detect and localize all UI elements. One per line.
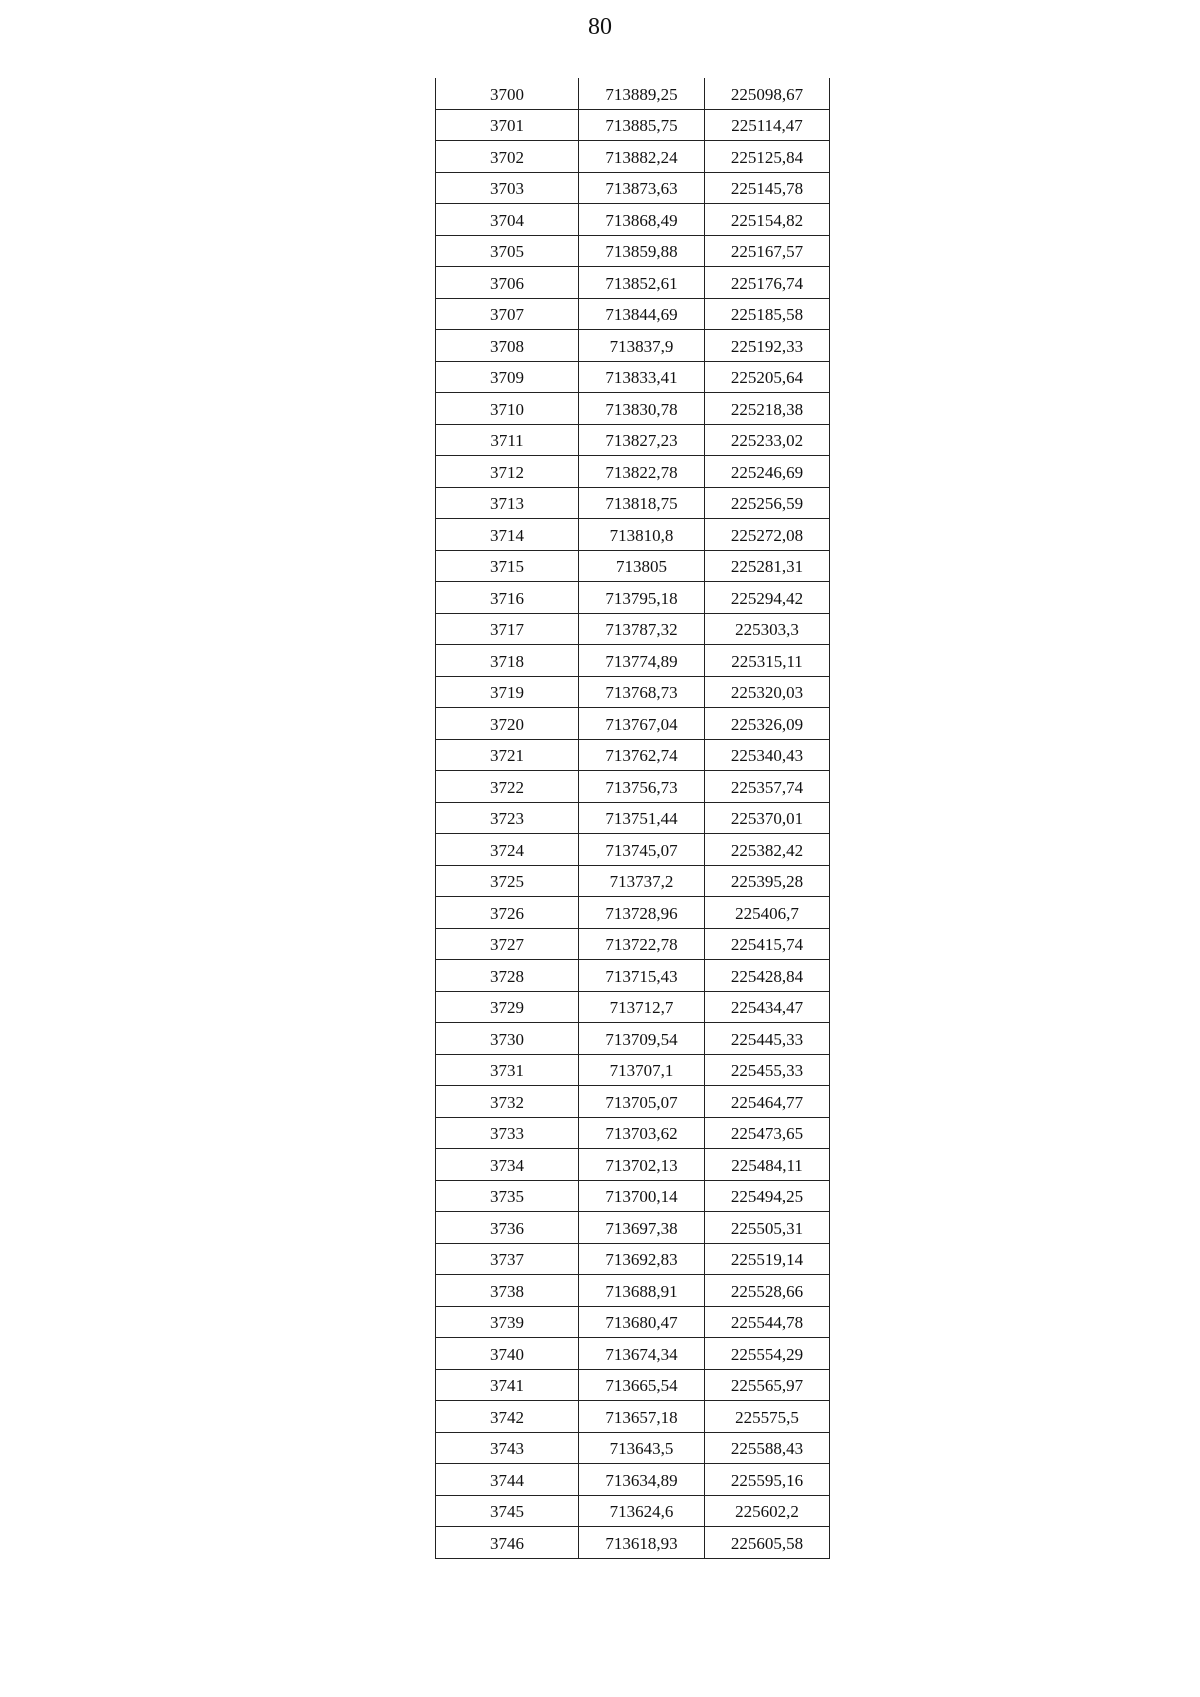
y-coordinate-cell: 225154,82 (705, 204, 830, 236)
y-coordinate-cell: 225218,38 (705, 393, 830, 425)
x-coordinate-cell: 713688,91 (579, 1275, 705, 1307)
table-row (436, 519, 830, 551)
x-coordinate-cell: 713700,14 (579, 1180, 705, 1212)
point-number-cell: 3701 (436, 109, 579, 141)
y-coordinate-cell: 225114,47 (705, 109, 830, 141)
page-number: 80 (588, 14, 612, 40)
y-coordinate-cell: 225145,78 (705, 172, 830, 204)
y-coordinate-cell: 225602,2 (705, 1495, 830, 1527)
point-number-cell: 3700 (436, 78, 579, 109)
point-number-cell: 3725 (436, 865, 579, 897)
point-number-cell: 3708 (436, 330, 579, 362)
table-row (436, 267, 830, 299)
x-coordinate-cell: 713709,54 (579, 1023, 705, 1055)
y-coordinate-cell: 225256,59 (705, 487, 830, 519)
point-number-cell: 3746 (436, 1527, 579, 1559)
x-coordinate-cell: 713852,61 (579, 267, 705, 299)
x-coordinate-cell: 713702,13 (579, 1149, 705, 1181)
point-number-cell: 3704 (436, 204, 579, 236)
point-number-cell: 3724 (436, 834, 579, 866)
coordinates-table (435, 78, 830, 1559)
y-coordinate-cell: 225455,33 (705, 1054, 830, 1086)
point-number-cell: 3718 (436, 645, 579, 677)
point-number-cell: 3735 (436, 1180, 579, 1212)
coordinates-table-body (436, 78, 830, 1558)
x-coordinate-cell: 713810,8 (579, 519, 705, 551)
table-row (436, 1023, 830, 1055)
y-coordinate-cell: 225473,65 (705, 1117, 830, 1149)
point-number-cell: 3707 (436, 298, 579, 330)
point-number-cell: 3729 (436, 991, 579, 1023)
y-coordinate-cell: 225167,57 (705, 235, 830, 267)
y-coordinate-cell: 225565,97 (705, 1369, 830, 1401)
point-number-cell: 3709 (436, 361, 579, 393)
y-coordinate-cell: 225554,29 (705, 1338, 830, 1370)
x-coordinate-cell: 713737,2 (579, 865, 705, 897)
table-row (436, 613, 830, 645)
y-coordinate-cell: 225415,74 (705, 928, 830, 960)
table-row (436, 771, 830, 803)
x-coordinate-cell: 713657,18 (579, 1401, 705, 1433)
table-row (436, 1306, 830, 1338)
y-coordinate-cell: 225272,08 (705, 519, 830, 551)
y-coordinate-cell: 225370,01 (705, 802, 830, 834)
table-row (436, 739, 830, 771)
table-row (436, 1401, 830, 1433)
y-coordinate-cell: 225192,33 (705, 330, 830, 362)
table-row (436, 960, 830, 992)
x-coordinate-cell: 713818,75 (579, 487, 705, 519)
x-coordinate-cell: 713705,07 (579, 1086, 705, 1118)
point-number-cell: 3722 (436, 771, 579, 803)
y-coordinate-cell: 225246,69 (705, 456, 830, 488)
y-coordinate-cell: 225303,3 (705, 613, 830, 645)
y-coordinate-cell: 225320,03 (705, 676, 830, 708)
point-number-cell: 3711 (436, 424, 579, 456)
point-number-cell: 3715 (436, 550, 579, 582)
x-coordinate-cell: 713665,54 (579, 1369, 705, 1401)
x-coordinate-cell: 713751,44 (579, 802, 705, 834)
point-number-cell: 3723 (436, 802, 579, 834)
point-number-cell: 3721 (436, 739, 579, 771)
y-coordinate-cell: 225406,7 (705, 897, 830, 929)
table-row (436, 1464, 830, 1496)
x-coordinate-cell: 713822,78 (579, 456, 705, 488)
table-row (436, 1495, 830, 1527)
point-number-cell: 3706 (436, 267, 579, 299)
y-coordinate-cell: 225464,77 (705, 1086, 830, 1118)
x-coordinate-cell: 713859,88 (579, 235, 705, 267)
y-coordinate-cell: 225294,42 (705, 582, 830, 614)
table-row (436, 204, 830, 236)
table-row (436, 1338, 830, 1370)
table-row (436, 1180, 830, 1212)
table-row (436, 865, 830, 897)
x-coordinate-cell: 713767,04 (579, 708, 705, 740)
x-coordinate-cell: 713827,23 (579, 424, 705, 456)
y-coordinate-cell: 225233,02 (705, 424, 830, 456)
x-coordinate-cell: 713868,49 (579, 204, 705, 236)
point-number-cell: 3739 (436, 1306, 579, 1338)
point-number-cell: 3716 (436, 582, 579, 614)
x-coordinate-cell: 713885,75 (579, 109, 705, 141)
point-number-cell: 3719 (436, 676, 579, 708)
y-coordinate-cell: 225205,64 (705, 361, 830, 393)
table-row (436, 991, 830, 1023)
table-row (436, 141, 830, 173)
table-row (436, 330, 830, 362)
point-number-cell: 3712 (436, 456, 579, 488)
y-coordinate-cell: 225484,11 (705, 1149, 830, 1181)
table-row (436, 550, 830, 582)
x-coordinate-cell: 713715,43 (579, 960, 705, 992)
point-number-cell: 3717 (436, 613, 579, 645)
y-coordinate-cell: 225281,31 (705, 550, 830, 582)
x-coordinate-cell: 713795,18 (579, 582, 705, 614)
table-row (436, 1149, 830, 1181)
y-coordinate-cell: 225395,28 (705, 865, 830, 897)
x-coordinate-cell: 713787,32 (579, 613, 705, 645)
x-coordinate-cell: 713844,69 (579, 298, 705, 330)
point-number-cell: 3743 (436, 1432, 579, 1464)
y-coordinate-cell: 225382,42 (705, 834, 830, 866)
x-coordinate-cell: 713680,47 (579, 1306, 705, 1338)
table-row (436, 487, 830, 519)
table-row (436, 78, 830, 109)
table-row (436, 676, 830, 708)
x-coordinate-cell: 713618,93 (579, 1527, 705, 1559)
y-coordinate-cell: 225595,16 (705, 1464, 830, 1496)
table-row (436, 1212, 830, 1244)
x-coordinate-cell: 713674,34 (579, 1338, 705, 1370)
x-coordinate-cell: 713634,89 (579, 1464, 705, 1496)
y-coordinate-cell: 225326,09 (705, 708, 830, 740)
point-number-cell: 3744 (436, 1464, 579, 1496)
point-number-cell: 3728 (436, 960, 579, 992)
y-coordinate-cell: 225185,58 (705, 298, 830, 330)
y-coordinate-cell: 225519,14 (705, 1243, 830, 1275)
x-coordinate-cell: 713692,83 (579, 1243, 705, 1275)
table-row (436, 1527, 830, 1559)
y-coordinate-cell: 225588,43 (705, 1432, 830, 1464)
table-row (436, 424, 830, 456)
y-coordinate-cell: 225125,84 (705, 141, 830, 173)
table-row (436, 1369, 830, 1401)
table-row (436, 1432, 830, 1464)
x-coordinate-cell: 713837,9 (579, 330, 705, 362)
point-number-cell: 3726 (436, 897, 579, 929)
table-row (436, 897, 830, 929)
y-coordinate-cell: 225434,47 (705, 991, 830, 1023)
x-coordinate-cell: 713873,63 (579, 172, 705, 204)
point-number-cell: 3705 (436, 235, 579, 267)
point-number-cell: 3713 (436, 487, 579, 519)
y-coordinate-cell: 225605,58 (705, 1527, 830, 1559)
point-number-cell: 3710 (436, 393, 579, 425)
y-coordinate-cell: 225505,31 (705, 1212, 830, 1244)
table-row (436, 708, 830, 740)
table-row (436, 582, 830, 614)
point-number-cell: 3736 (436, 1212, 579, 1244)
y-coordinate-cell: 225428,84 (705, 960, 830, 992)
x-coordinate-cell: 713728,96 (579, 897, 705, 929)
table-row (436, 361, 830, 393)
point-number-cell: 3720 (436, 708, 579, 740)
x-coordinate-cell: 713830,78 (579, 393, 705, 425)
point-number-cell: 3730 (436, 1023, 579, 1055)
table-row (436, 1117, 830, 1149)
point-number-cell: 3731 (436, 1054, 579, 1086)
point-number-cell: 3714 (436, 519, 579, 551)
point-number-cell: 3740 (436, 1338, 579, 1370)
y-coordinate-cell: 225494,25 (705, 1180, 830, 1212)
y-coordinate-cell: 225445,33 (705, 1023, 830, 1055)
y-coordinate-cell: 225357,74 (705, 771, 830, 803)
table-row (436, 802, 830, 834)
point-number-cell: 3741 (436, 1369, 579, 1401)
table-row (436, 834, 830, 866)
table-row (436, 456, 830, 488)
table-row (436, 172, 830, 204)
y-coordinate-cell: 225098,67 (705, 78, 830, 109)
x-coordinate-cell: 713643,5 (579, 1432, 705, 1464)
x-coordinate-cell: 713882,24 (579, 141, 705, 173)
point-number-cell: 3733 (436, 1117, 579, 1149)
point-number-cell: 3703 (436, 172, 579, 204)
x-coordinate-cell: 713756,73 (579, 771, 705, 803)
y-coordinate-cell: 225528,66 (705, 1275, 830, 1307)
table-row (436, 235, 830, 267)
y-coordinate-cell: 225575,5 (705, 1401, 830, 1433)
point-number-cell: 3745 (436, 1495, 579, 1527)
x-coordinate-cell: 713697,38 (579, 1212, 705, 1244)
table-row (436, 109, 830, 141)
x-coordinate-cell: 713774,89 (579, 645, 705, 677)
table-row (436, 645, 830, 677)
y-coordinate-cell: 225315,11 (705, 645, 830, 677)
y-coordinate-cell: 225340,43 (705, 739, 830, 771)
table-row (436, 298, 830, 330)
point-number-cell: 3734 (436, 1149, 579, 1181)
table-row (436, 1275, 830, 1307)
x-coordinate-cell: 713712,7 (579, 991, 705, 1023)
y-coordinate-cell: 225176,74 (705, 267, 830, 299)
x-coordinate-cell: 713722,78 (579, 928, 705, 960)
table-row (436, 393, 830, 425)
point-number-cell: 3742 (436, 1401, 579, 1433)
point-number-cell: 3737 (436, 1243, 579, 1275)
x-coordinate-cell: 713707,1 (579, 1054, 705, 1086)
table-row (436, 1243, 830, 1275)
table-row (436, 1054, 830, 1086)
x-coordinate-cell: 713805 (579, 550, 705, 582)
y-coordinate-cell: 225544,78 (705, 1306, 830, 1338)
point-number-cell: 3732 (436, 1086, 579, 1118)
point-number-cell: 3738 (436, 1275, 579, 1307)
table-row (436, 928, 830, 960)
x-coordinate-cell: 713703,62 (579, 1117, 705, 1149)
table-row (436, 1086, 830, 1118)
x-coordinate-cell: 713762,74 (579, 739, 705, 771)
x-coordinate-cell: 713768,73 (579, 676, 705, 708)
x-coordinate-cell: 713745,07 (579, 834, 705, 866)
point-number-cell: 3702 (436, 141, 579, 173)
x-coordinate-cell: 713624,6 (579, 1495, 705, 1527)
x-coordinate-cell: 713889,25 (579, 78, 705, 109)
x-coordinate-cell: 713833,41 (579, 361, 705, 393)
point-number-cell: 3727 (436, 928, 579, 960)
